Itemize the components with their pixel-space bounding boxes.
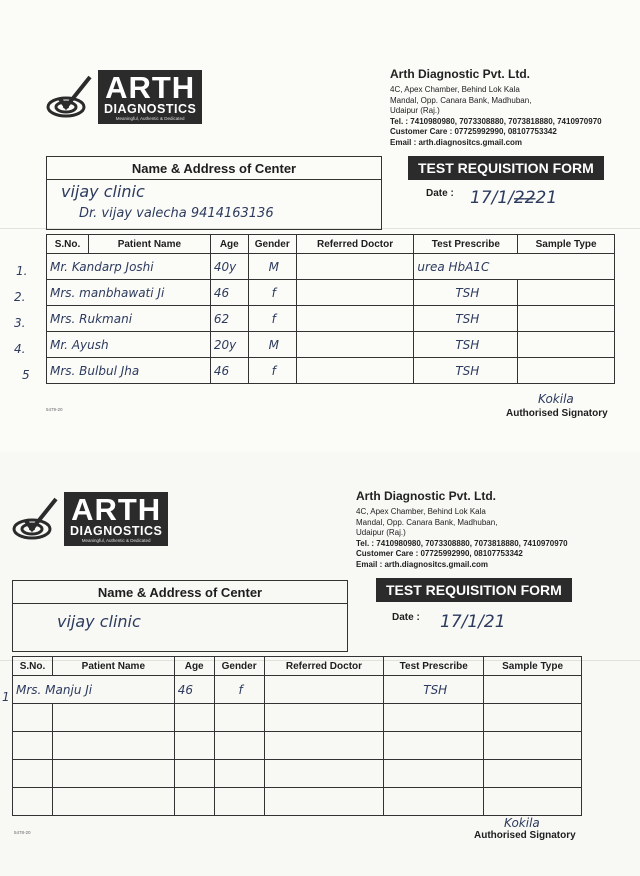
referred-doctor (296, 358, 414, 384)
table-row (47, 280, 615, 306)
patient-name: Mr. Kandarp Joshi (47, 254, 211, 280)
test-prescribed: TSH (414, 306, 518, 332)
patient-name: Mr. Ayush (47, 332, 211, 358)
arth-logo (46, 70, 202, 124)
col-age: Age (174, 657, 214, 676)
sample-type (484, 704, 582, 732)
sample-type (518, 332, 615, 358)
date-handwritten: 17/1/21 (440, 612, 506, 632)
patient-age: 46 (210, 358, 248, 384)
table-row (13, 676, 582, 704)
col-sample-type: Sample Type (484, 657, 582, 676)
logo-diagnostics-text: DIAGNOSTICS (70, 524, 163, 538)
patient-gender (214, 732, 264, 760)
patient-age: 46 (174, 676, 214, 704)
company-name: Arth Diagnostic Pvt. Ltd. (390, 67, 531, 81)
logo-wordmark (98, 70, 202, 124)
center-heading: Name & Address of Center (13, 581, 347, 604)
target-check-icon (12, 495, 60, 543)
col-age: Age (210, 235, 248, 254)
col-gender: Gender (214, 657, 264, 676)
patient-name: Mrs. Rukmani (47, 306, 211, 332)
patient-age (174, 760, 214, 788)
col-sno: S.No. (13, 657, 53, 676)
table-row (47, 358, 615, 384)
company-tel: Tel. : 7410980980, 7073308880, 7073818880, 7410970970 (390, 116, 602, 126)
table-row (13, 732, 582, 760)
logo-tagline: Meaningful, Authentic & Dedicated (115, 116, 185, 121)
referred-doctor (264, 732, 384, 760)
patient-gender: f (214, 676, 264, 704)
patient-name: Mrs. Bulbul Jha (47, 358, 211, 384)
patient-gender: f (248, 280, 296, 306)
company-tel: Tel. : 7410980980, 7073308880, 7073818880, 7410970970 (356, 538, 568, 548)
patient-gender: M (248, 254, 296, 280)
col-test-prescribe: Test Prescribe (414, 235, 518, 254)
form-code: 5478-20 (14, 830, 31, 835)
patient-age: 20y (210, 332, 248, 358)
company-info (356, 488, 568, 570)
table-row (47, 332, 615, 358)
patient-age: 40y (210, 254, 248, 280)
logo-tagline: Meaningful, Authentic & Dedicated (81, 538, 151, 543)
date-label: Date : (392, 612, 420, 623)
patient-gender (214, 760, 264, 788)
test-prescribed: TSH (414, 332, 518, 358)
table-row (13, 704, 582, 732)
sample-type (518, 358, 615, 384)
referred-doctor (264, 704, 384, 732)
form-title: TEST REQUISITION FORM (408, 156, 604, 180)
company-address-2: Mandal, Opp. Canara Bank, Madhuban, (356, 517, 498, 527)
company-email: Email : arth.diagnositcs.gmail.com (390, 137, 523, 147)
company-address-1: 4C, Apex Chamber, Behind Lok Kala (356, 507, 486, 516)
logo-arth-text: ARTH (105, 70, 196, 105)
col-test-prescribe: Test Prescribe (384, 657, 484, 676)
referred-doctor (264, 760, 384, 788)
company-address-3: Udaipur (Raj.) (356, 528, 406, 537)
col-patient-name: Patient Name (52, 657, 174, 676)
sample-type (484, 676, 582, 704)
company-address-2: Mandal, Opp. Canara Bank, Madhuban, (390, 95, 532, 105)
center-doctor-handwritten: Dr. vijay valecha 9414163136 (79, 206, 274, 221)
test-prescribed (384, 760, 484, 788)
table-row (13, 760, 582, 788)
row-number: 4. (14, 342, 26, 356)
table-row (13, 788, 582, 816)
patient-age (174, 704, 214, 732)
referred-doctor (264, 788, 384, 816)
referred-doctor (296, 254, 414, 280)
signature-handwritten: Kokila (504, 816, 540, 830)
patient-table (12, 656, 582, 816)
table-header-row (13, 657, 582, 676)
col-patient-name: Patient Name (88, 235, 210, 254)
center-box (12, 580, 348, 652)
referred-doctor (296, 306, 414, 332)
patient-name: Mrs. Manju Ji (13, 676, 175, 704)
sample-type (484, 732, 582, 760)
patient-gender (214, 704, 264, 732)
row-sno (13, 760, 53, 788)
patient-name (52, 760, 174, 788)
logo-wordmark (64, 492, 168, 546)
form-title: TEST REQUISITION FORM (376, 578, 572, 602)
center-name-handwritten: vijay clinic (61, 182, 145, 201)
referred-doctor (296, 280, 414, 306)
company-info (390, 66, 602, 148)
test-prescribed (384, 788, 484, 816)
test-prescribed: TSH (414, 280, 518, 306)
patient-name: Mrs. manbhawati Ji (47, 280, 211, 306)
target-check-icon (46, 73, 94, 121)
patient-age (174, 788, 214, 816)
col-gender: Gender (248, 235, 296, 254)
logo-arth-text: ARTH (71, 492, 162, 527)
sample-type (518, 306, 615, 332)
sample-type (518, 280, 615, 306)
sample-type (484, 788, 582, 816)
form-code: 5479-20 (46, 407, 63, 412)
row-sno (13, 704, 53, 732)
patient-gender: M (248, 332, 296, 358)
col-sno: S.No. (47, 235, 89, 254)
signature-handwritten: Kokila (538, 392, 574, 406)
date-handwritten: 17/1/2̶2̶21 (470, 188, 558, 208)
patient-age (174, 732, 214, 760)
col-sample-type: Sample Type (518, 235, 615, 254)
sample-type (484, 760, 582, 788)
logo-diagnostics-text: DIAGNOSTICS (104, 102, 197, 116)
center-name-handwritten: vijay clinic (57, 612, 141, 631)
company-name: Arth Diagnostic Pvt. Ltd. (356, 489, 497, 503)
patient-age: 62 (210, 306, 248, 332)
col-referred-doctor: Referred Doctor (296, 235, 414, 254)
table-row (47, 306, 615, 332)
date-label: Date : (426, 188, 454, 199)
table-header-row (47, 235, 615, 254)
row-number: 2. (14, 290, 26, 304)
test-prescribed (384, 732, 484, 760)
center-box (46, 156, 382, 230)
row-number: 5 (22, 368, 30, 382)
test-prescribed: urea HbA1C (414, 254, 615, 280)
patient-gender: f (248, 358, 296, 384)
arth-logo (12, 492, 168, 546)
col-referred-doctor: Referred Doctor (264, 657, 384, 676)
patient-name (52, 732, 174, 760)
company-address-3: Udaipur (Raj.) (390, 106, 440, 115)
test-prescribed: TSH (384, 676, 484, 704)
referred-doctor (264, 676, 384, 704)
test-prescribed: TSH (414, 358, 518, 384)
referred-doctor (296, 332, 414, 358)
row-number: 1. (16, 264, 28, 278)
authorised-signatory: Authorised Signatory (506, 408, 608, 419)
patient-name (52, 704, 174, 732)
company-care: Customer Care : 07725992990, 08107753342 (390, 127, 557, 136)
company-address-1: 4C, Apex Chamber, Behind Lok Kala (390, 85, 520, 94)
table-row (47, 254, 615, 280)
company-email: Email : arth.diagnositcs.gmail.com (356, 559, 489, 569)
center-heading: Name & Address of Center (47, 157, 381, 180)
patient-gender (214, 788, 264, 816)
patient-age: 46 (210, 280, 248, 306)
row-number: 3. (14, 316, 26, 330)
patient-gender: f (248, 306, 296, 332)
test-prescribed (384, 704, 484, 732)
authorised-signatory: Authorised Signatory (474, 830, 576, 841)
patient-table (46, 234, 615, 384)
requisition-form-2 (0, 452, 640, 876)
patient-name (52, 788, 174, 816)
row-sno (13, 788, 53, 816)
row-sno (13, 732, 53, 760)
company-care: Customer Care : 07725992990, 08107753342 (356, 549, 523, 558)
row-number: 1 (2, 690, 10, 704)
